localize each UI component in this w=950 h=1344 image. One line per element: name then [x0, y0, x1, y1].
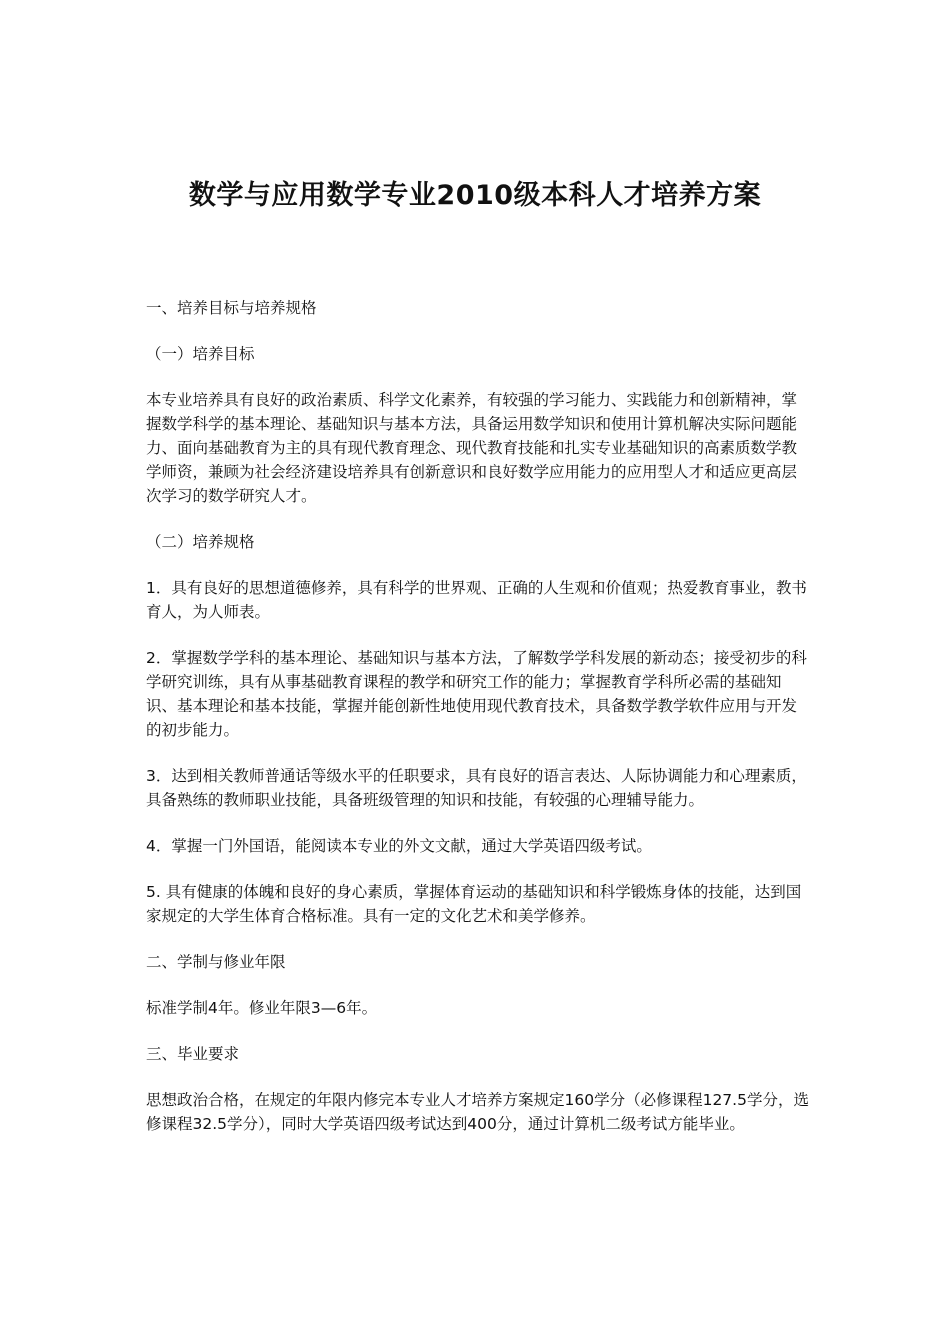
document-title: 数学与应用数学专业2010级本科人才培养方案	[188, 180, 762, 211]
requirement-item-1: 1．具有良好的思想道德修养，具有科学的世界观、正确的人生观和价值观；热爱教育事业，教书育人，为人师表。	[146, 579, 807, 621]
requirement-item-3: 3．达到相关教师普通话等级水平的任职要求，具有良好的语言表达、人际协调能力和心理素质，具备熟练的教师职业技能，具备班级管理的知识和技能，有较强的心理辅导能力。	[146, 767, 807, 809]
document-body	[146, 296, 810, 1158]
section-heading-1: 一、培养目标与培养规格	[146, 299, 317, 317]
section-heading-2: 二、学制与修业年限	[146, 953, 286, 971]
subsection-heading-1: （一）培养目标	[146, 345, 255, 363]
requirement-item-5: 5. 具有健康的体魄和良好的身心素质，掌握体育运动的基础知识和科学锻炼身体的技能，达到国家规定的大学生体育合格标准。具有一定的文化艺术和美学修养。	[146, 883, 802, 925]
section-heading-3: 三、毕业要求	[146, 1045, 240, 1063]
requirement-item-2: 2．掌握数学学科的基本理论、基础知识与基本方法，了解数学学科发展的新动态；接受初步的科学研究训练，具有从事基础教育课程的教学和研究工作的能力；掌握教育学科所必需的基础知识、基本理论和基本技能，掌握并能创新性地使用现代教育技术，具备数学教学软件应用与开发的初步能力。	[146, 649, 807, 739]
subsection-heading-2: （二）培养规格	[146, 533, 255, 551]
paragraph-duration: 标准学制4年。修业年限3—6年。	[146, 999, 378, 1017]
requirement-item-4: 4．掌握一门外国语，能阅读本专业的外文文献，通过大学英语四级考试。	[146, 837, 652, 855]
paragraph-graduation: 思想政治合格，在规定的年限内修完本专业人才培养方案规定160学分（必修课程127.5学分，选修课程32.5学分），同时大学英语四级考试达到400分，通过计算机二级考试方能毕业。	[146, 1091, 809, 1133]
paragraph-objective: 本专业培养具有良好的政治素质、科学文化素养，有较强的学习能力、实践能力和创新精神，掌握数学科学的基本理论、基础知识与基本方法，具备运用数学知识和使用计算机解决实际问题能力、面向基础教育为主的具有现代教育理念、现代教育技能和扎实专业基础知识的高素质数学教学师资，兼顾为社会经济建设培养具有创新意识和良好数学应用能力的应用型人才和适应更高层次学习的数学研究人才。	[146, 391, 798, 505]
